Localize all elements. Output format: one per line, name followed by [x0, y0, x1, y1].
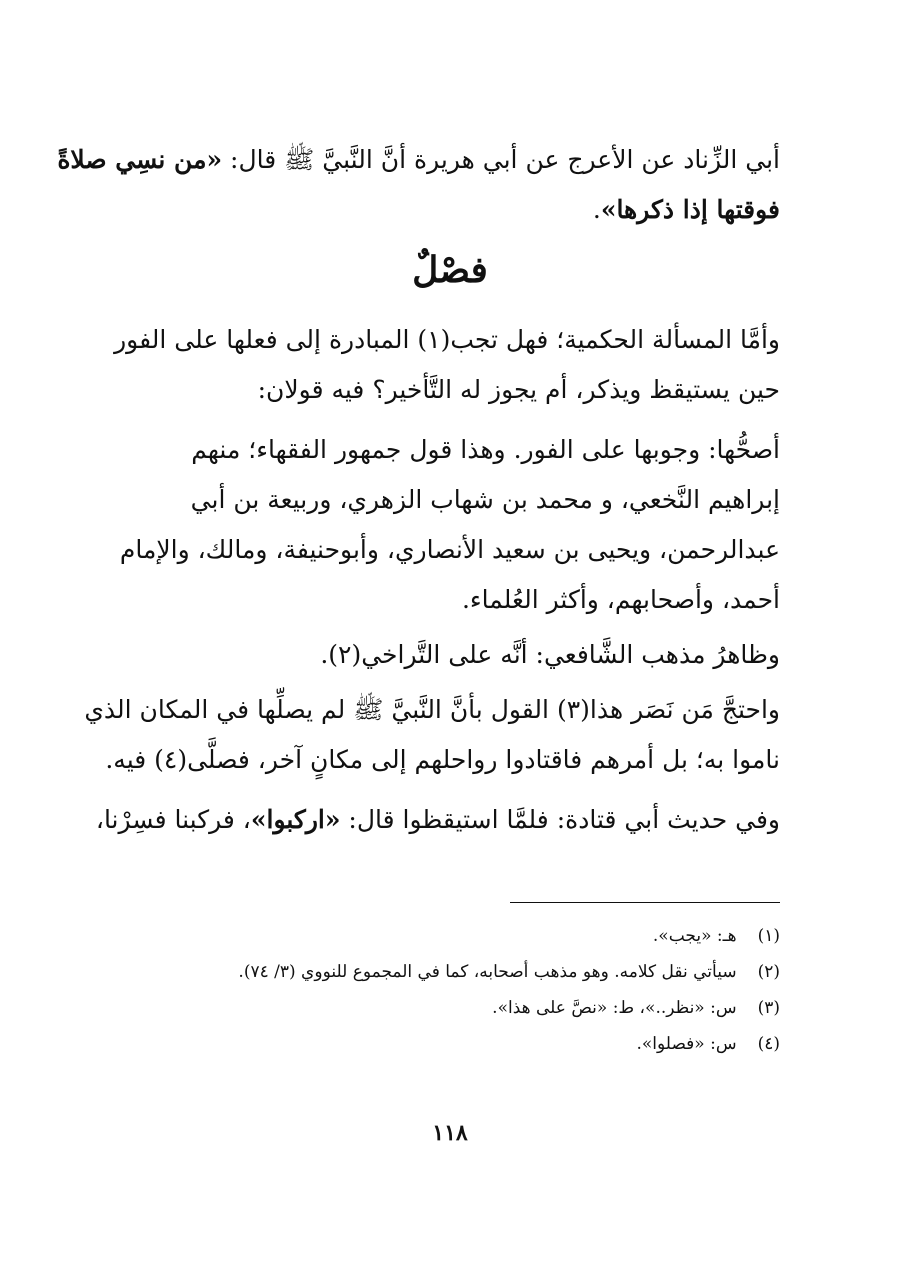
body-text: .: [592, 195, 601, 224]
footnote-item: [120, 1026, 780, 1062]
footnote-text: س: «نظر..»، ط: «نصَّ على هذا».: [492, 998, 737, 1018]
body-line: أصحُّها: وجوبها على الفور. وهذا قول جمهور الفقهاء؛ منهم: [191, 435, 780, 464]
body-text: أبي الزِّناد عن الأعرج عن أبي هريرة أنَّ النَّبيَّ ﷺ قال:: [222, 145, 780, 174]
body-line: [57, 135, 780, 185]
body-line: حين يستيقظ ويذكر، أم يجوز له التَّأخير؟ فيه قولان:: [257, 375, 780, 404]
body-line: إبراهيم النَّخعي، و محمد بن شهاب الزهري، وربيعة بن أبي: [190, 485, 780, 514]
footnote-number: (٤): [757, 1034, 780, 1054]
body-line: أحمد، وأصحابهم، وأكثر العُلماء.: [461, 585, 780, 614]
hadith-quote: فوقتها إذا ذكرها»: [600, 195, 780, 224]
body-line: وظاهرُ مذهب الشَّافعي: أنَّه على التَّراخي(٢).: [320, 640, 780, 669]
footnote-number: (٣): [757, 998, 780, 1018]
footnote-item: [120, 918, 780, 954]
body-line: واحتجَّ مَن نَصَر هذا(٣) القول بأنَّ النَّبيَّ ﷺ لم يصلِّها في المكان الذي: [84, 695, 780, 724]
body-text: ، فركبنا فسِرْنا،: [95, 805, 251, 834]
footnote-item: [120, 954, 780, 990]
body-text: وفي حديث أبي قتادة: فلمَّا استيقظوا قال:: [340, 805, 780, 834]
body-line: وأمَّا المسألة الحكمية؛ فهل تجب(١) المبادرة إلى فعلها على الفور: [114, 325, 780, 354]
body-line: ناموا به؛ بل أمرهم فاقتادوا رواحلهم إلى مكانٍ آخر، فصلَّى(٤) فيه.: [105, 745, 780, 774]
footnote-text: سيأتي نقل كلامه. وهو مذهب أصحابه، كما في المجموع للنووي (٣/ ٧٤).: [238, 962, 737, 982]
footnote-number: (١): [757, 926, 780, 946]
footnote-item: [120, 990, 780, 1026]
section-heading: فصْلٌ: [412, 249, 488, 291]
hadith-quote: «من نسِي صلاةً: [57, 145, 223, 174]
body-line: [95, 795, 780, 845]
footnote-text: هـ: «يجب».: [652, 926, 737, 946]
footnote-number: (٢): [757, 962, 780, 982]
footnote-separator: [510, 902, 780, 903]
hadith-quote: «اركبوا»: [250, 805, 341, 834]
page-number: ١١٨: [432, 1120, 468, 1146]
body-line: [120, 185, 780, 235]
body-line: عبدالرحمن، ويحيى بن سعيد الأنصاري، وأبوحنيفة، ومالك، والإمام: [119, 535, 780, 564]
footnote-text: س: «فصلوا».: [636, 1034, 737, 1054]
